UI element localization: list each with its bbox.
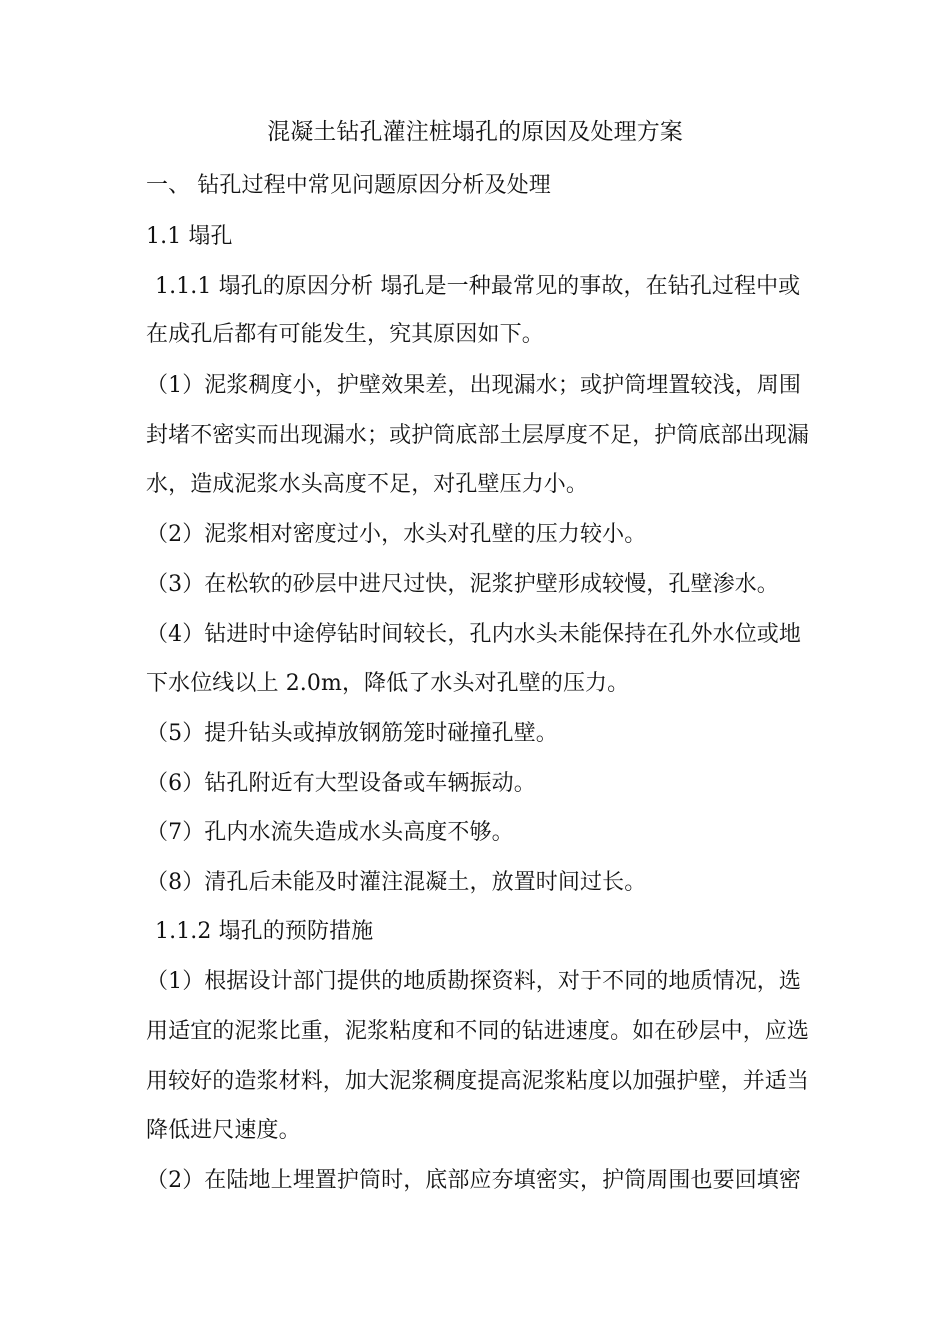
paragraph-line: （4）钻进时中途停钻时间较长，孔内水头未能保持在孔外水位或地 bbox=[146, 622, 801, 647]
paragraph-line: （2）泥浆相对密度过小，水头对孔壁的压力较小。 bbox=[146, 522, 647, 547]
paragraph-line: （1）泥浆稠度小，护壁效果差，出现漏水；或护筒埋置较浅，周围 bbox=[146, 373, 801, 398]
paragraph-line: （8）清孔后未能及时灌注混凝土，放置时间过长。 bbox=[146, 870, 647, 895]
subsection-heading: 1.1 塌孔 bbox=[146, 224, 233, 249]
paragraph-line: 在成孔后都有可能发生，究其原因如下。 bbox=[146, 322, 544, 347]
document-title: 混凝土钻孔灌注桩塌孔的原因及处理方案 bbox=[267, 119, 683, 145]
paragraph-line: （3）在松软的砂层中进尺过快，泥浆护壁形成较慢，孔壁渗水。 bbox=[146, 572, 779, 597]
paragraph-line: （2）在陆地上埋置护筒时，底部应夯填密实，护筒周围也要回填密 bbox=[146, 1168, 801, 1193]
paragraph-line: 用适宜的泥浆比重，泥浆粘度和不同的钻进速度。如在砂层中，应选 bbox=[146, 1019, 810, 1044]
paragraph-line: 用较好的造浆材料，加大泥浆稠度提高泥浆粘度以加强护壁，并适当 bbox=[146, 1069, 810, 1094]
paragraph-line: （7）孔内水流失造成水头高度不够。 bbox=[146, 820, 514, 845]
paragraph-line: 1.1.1 塌孔的原因分析 塌孔是一种最常见的事故，在钻孔过程中或 bbox=[155, 274, 801, 299]
paragraph-line: （5）提升钻头或掉放钢筋笼时碰撞孔壁。 bbox=[146, 721, 558, 746]
paragraph-line: 下水位线以上 2.0m，降低了水头对孔壁的压力。 bbox=[146, 671, 630, 696]
subsection-heading: 1.1.2 塌孔的预防措施 bbox=[155, 919, 374, 944]
paragraph-line: 降低进尺速度。 bbox=[146, 1118, 301, 1143]
paragraph-line: 水，造成泥浆水头高度不足，对孔壁压力小。 bbox=[146, 472, 589, 497]
paragraph-line: （1）根据设计部门提供的地质勘探资料，对于不同的地质情况，选 bbox=[146, 969, 801, 994]
paragraph-line: 封堵不密实而出现漏水；或护筒底部土层厚度不足，护筒底部出现漏 bbox=[146, 423, 810, 448]
section-heading: 一、 钻孔过程中常见问题原因分析及处理 bbox=[146, 173, 551, 198]
paragraph-line: （6）钻孔附近有大型设备或车辆振动。 bbox=[146, 771, 536, 796]
